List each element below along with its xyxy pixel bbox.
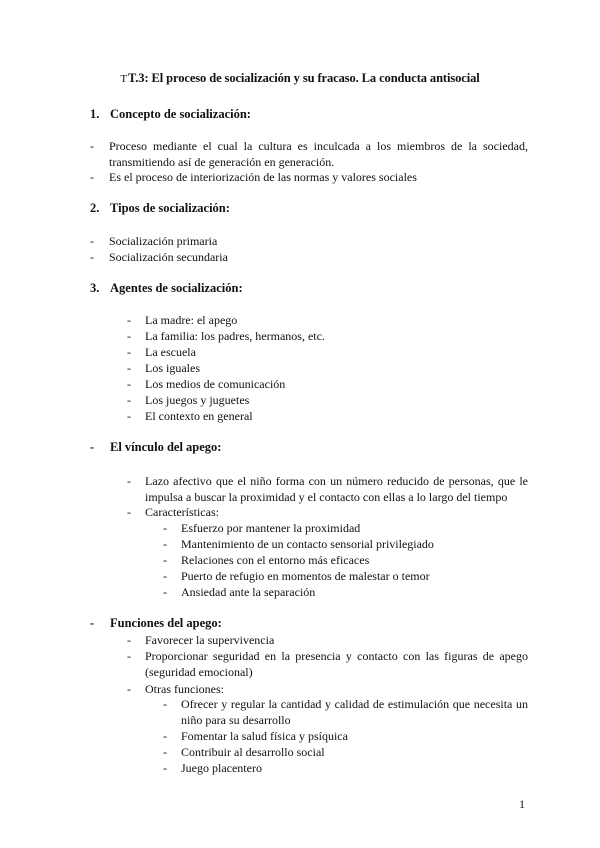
- bullet-dash: -: [127, 393, 131, 407]
- bullet-dash: -: [127, 409, 131, 423]
- bullet-dash: -: [127, 329, 131, 343]
- section-heading-text: El vínculo del apego:: [110, 440, 222, 454]
- bullet-dash: -: [127, 377, 131, 391]
- section-dash: -: [90, 440, 95, 454]
- list-item-text: La familia: los padres, hermanos, etc.: [145, 329, 325, 343]
- list-item-text: Proporcionar seguridad en la presencia y contacto con las figuras de apego (seguridad emocional): [145, 649, 528, 679]
- bullet-dash: -: [90, 250, 94, 264]
- list-item-text: Los juegos y juguetes: [145, 393, 250, 407]
- sub-list-item-text: Ansiedad ante la separación: [181, 585, 316, 599]
- bullet-dash: -: [127, 633, 131, 647]
- sub-list-item-text: Contribuir al desarrollo social: [181, 745, 325, 759]
- page-number: 1: [519, 797, 525, 811]
- section-dash: -: [90, 616, 95, 630]
- bullet-dash: -: [163, 761, 167, 775]
- bullet-dash: -: [127, 474, 131, 488]
- bullet-dash: -: [163, 745, 167, 759]
- sub-list-item-text: Fomentar la salud física y psíquica: [181, 729, 348, 743]
- bullet-dash: -: [163, 553, 167, 567]
- section-heading-text: Agentes de socialización:: [110, 281, 243, 295]
- sub-list-item-text: Mantenimiento de un contacto sensorial privilegiado: [181, 537, 434, 551]
- sub-list-item-text: Relaciones con el entorno más eficaces: [181, 553, 370, 567]
- list-item-text: Es el proceso de interiorización de las normas y valores sociales: [109, 170, 417, 184]
- section-heading-text: Funciones del apego:: [110, 616, 222, 630]
- bullet-dash: -: [127, 345, 131, 359]
- sub-list-item-text: Puerto de refugio en momentos de malestar o temor: [181, 569, 430, 583]
- bullet-dash: -: [163, 697, 167, 711]
- bullet-dash: -: [90, 139, 94, 153]
- list-item-text: Lazo afectivo que el niño forma con un número reducido de personas, que le impulsa a buscar la proximidad y el contacto con ellas a lo largo del tiempo: [145, 474, 528, 504]
- bullet-dash: -: [163, 729, 167, 743]
- list-item-text: Socialización secundaria: [109, 250, 228, 264]
- title-mark: T: [120, 73, 127, 85]
- list-item-text: Características:: [145, 505, 219, 519]
- list-item-text: Los iguales: [145, 361, 200, 375]
- section-number: 3.: [90, 281, 100, 295]
- list-item-text: Favorecer la supervivencia: [145, 633, 275, 647]
- section-heading-text: Tipos de socialización:: [110, 201, 230, 215]
- bullet-dash: -: [90, 234, 94, 248]
- list-item-text: Los medios de comunicación: [145, 377, 286, 391]
- bullet-dash: -: [163, 569, 167, 583]
- sub-list-item-text: Juego placentero: [181, 761, 262, 775]
- sub-list-item-text: Ofrecer y regular la cantidad y calidad de estimulación que necesita un niño para su desarrollo: [181, 697, 528, 727]
- list-item-text: La escuela: [145, 345, 196, 359]
- bullet-dash: -: [127, 313, 131, 327]
- bullet-dash: -: [127, 649, 131, 663]
- bullet-dash: -: [127, 682, 131, 696]
- list-item-text: La madre: el apego: [145, 313, 238, 327]
- title-text: T.3: El proceso de socialización y su fracaso. La conducta antisocial: [127, 71, 480, 85]
- bullet-dash: -: [127, 505, 131, 519]
- list-item-text: Otras funciones:: [145, 682, 224, 696]
- list-item-text: Proceso mediante el cual la cultura es inculcada a los miembros de la sociedad, transmitiendo así de generación en generación.: [109, 139, 528, 169]
- section-number: 2.: [90, 201, 100, 215]
- bullet-dash: -: [163, 585, 167, 599]
- section-number: 1.: [90, 107, 100, 121]
- list-item-text: Socialización primaria: [109, 234, 218, 248]
- section-heading-text: Concepto de socialización:: [110, 107, 251, 121]
- list-item-text: El contexto en general: [145, 409, 253, 423]
- bullet-dash: -: [127, 361, 131, 375]
- document-title: [0, 71, 600, 86]
- bullet-dash: -: [163, 521, 167, 535]
- bullet-dash: -: [90, 170, 94, 184]
- bullet-dash: -: [163, 537, 167, 551]
- sub-list-item-text: Esfuerzo por mantener la proximidad: [181, 521, 361, 535]
